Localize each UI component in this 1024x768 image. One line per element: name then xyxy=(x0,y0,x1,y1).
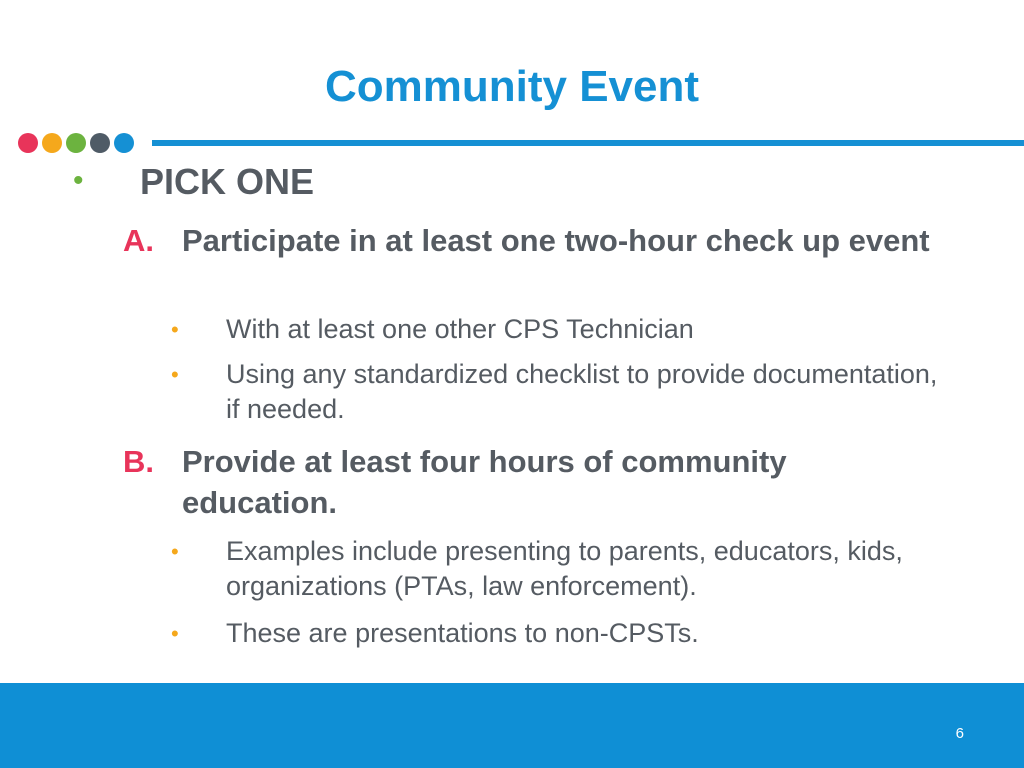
sub-bullet-icon: • xyxy=(171,539,179,564)
footer-band xyxy=(0,683,1024,768)
option-a-bullet-2: Using any standardized checklist to provide documentation, if needed. xyxy=(226,359,938,424)
option-b-heading: Provide at least four hours of community education. xyxy=(182,444,787,520)
option-a-heading: Participate in at least one two-hour check up event xyxy=(182,223,930,258)
level1-bullet-icon: • xyxy=(73,164,84,197)
option-b-bullet-2: These are presentations to non-CPSTs. xyxy=(226,618,699,648)
option-a-letter: A. xyxy=(123,223,154,258)
option-a-bullet-1: With at least one other CPS Technician xyxy=(226,314,694,344)
option-b-letter: B. xyxy=(123,444,154,479)
sub-bullet-icon: • xyxy=(171,317,179,342)
pick-one-heading: PICK ONE xyxy=(140,161,315,202)
sub-bullet-icon: • xyxy=(171,362,179,387)
sub-bullet-icon: • xyxy=(171,621,179,646)
option-b-bullet-1: Examples include presenting to parents, educators, kids, organizations (PTAs, law enforcement). xyxy=(226,536,903,601)
page-number: 6 xyxy=(955,725,964,742)
slide-title: Community Event xyxy=(324,62,700,111)
